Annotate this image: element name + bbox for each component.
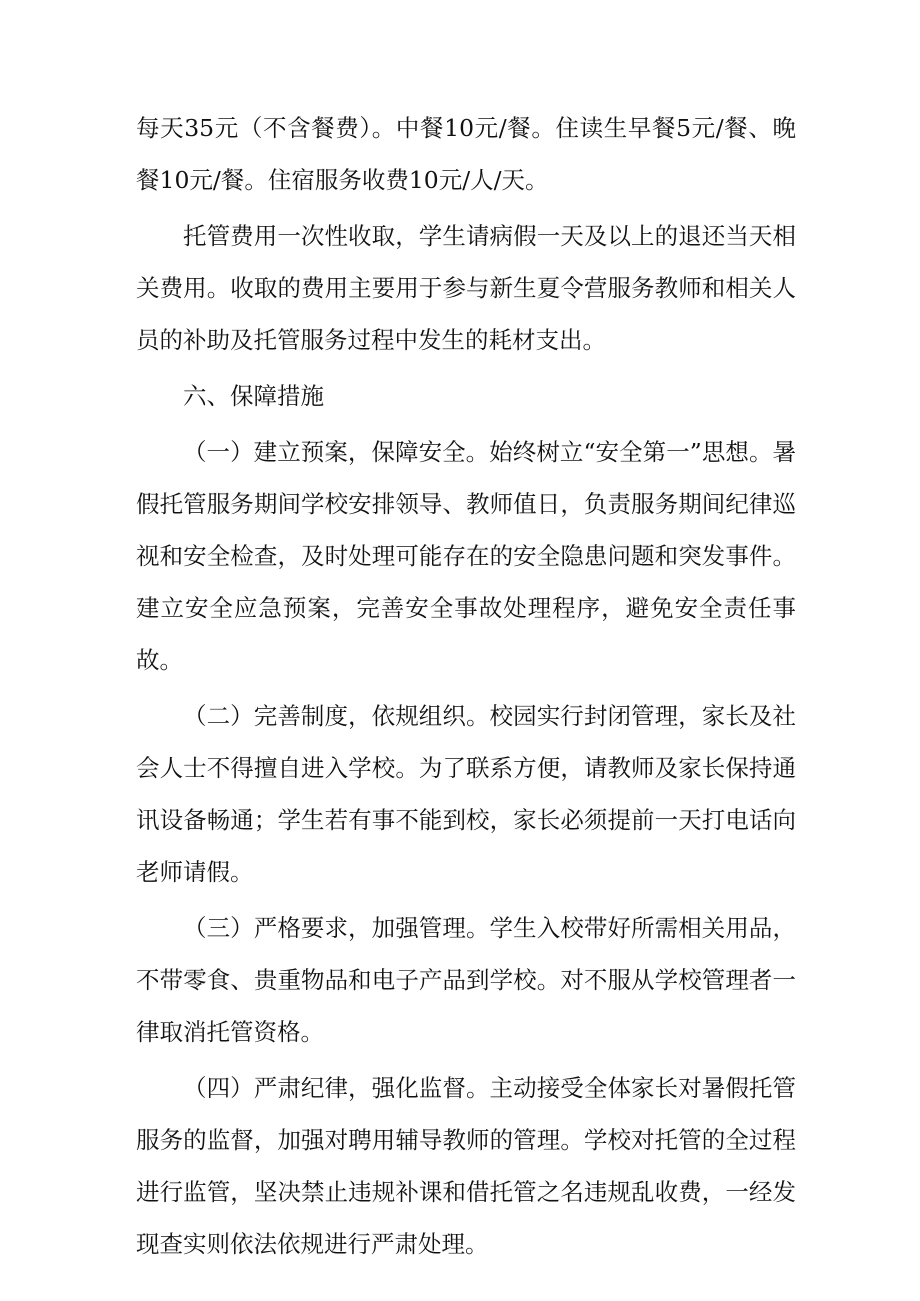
section-heading: 六、保障措施 <box>183 382 324 410</box>
document-page <box>136 102 796 1270</box>
measure-3-paragraph: （三）严格要求，加强管理。学生入校带好所需相关用品，不带零食、贵重物品和电子产品到学校。对不服从学校管理者一律取消托管资格。 <box>136 914 796 1046</box>
paragraph-fee-collection: 托管费用一次性收取，学生请病假一天及以上的退还当天相关费用。收取的费用主要用于参与新生夏令营服务教师和相关人员的补助及托管服务过程中发生的耗材支出。 <box>136 222 796 354</box>
measure-1-paragraph: （一）建立预案，保障安全。始终树立“安全第一”思想。暑假托管服务期间学校安排领导、教师值日，负责服务期间纪律巡视和安全检查，及时处理可能存在的安全隐患问题和突发事件。建立安全应急预案，完善安全事故处理程序，避免安全责任事故。 <box>136 438 796 674</box>
measure-2-paragraph: （二）完善制度，依规组织。校园实行封闭管理，家长及社会人士不得擅自进入学校。为了联系方便，请教师及家长保持通讯设备畅通；学生若有事不能到校，家长必须提前一天打电话向老师请假。 <box>136 702 796 886</box>
paragraph-fee-continuation: 每天35元（不含餐费）。中餐10元/餐。住读生早餐5元/餐、晚餐10元/餐。住宿服务收费10元/人/天。 <box>136 114 796 194</box>
measure-4-paragraph: （四）严肃纪律，强化监督。主动接受全体家长对暑假托管服务的监督，加强对聘用辅导教师的管理。学校对托管的全过程进行监管，坚决禁止违规补课和借托管之名违规乱收费，一经发现查实则依法依规进行严肃处理。 <box>136 1074 796 1258</box>
